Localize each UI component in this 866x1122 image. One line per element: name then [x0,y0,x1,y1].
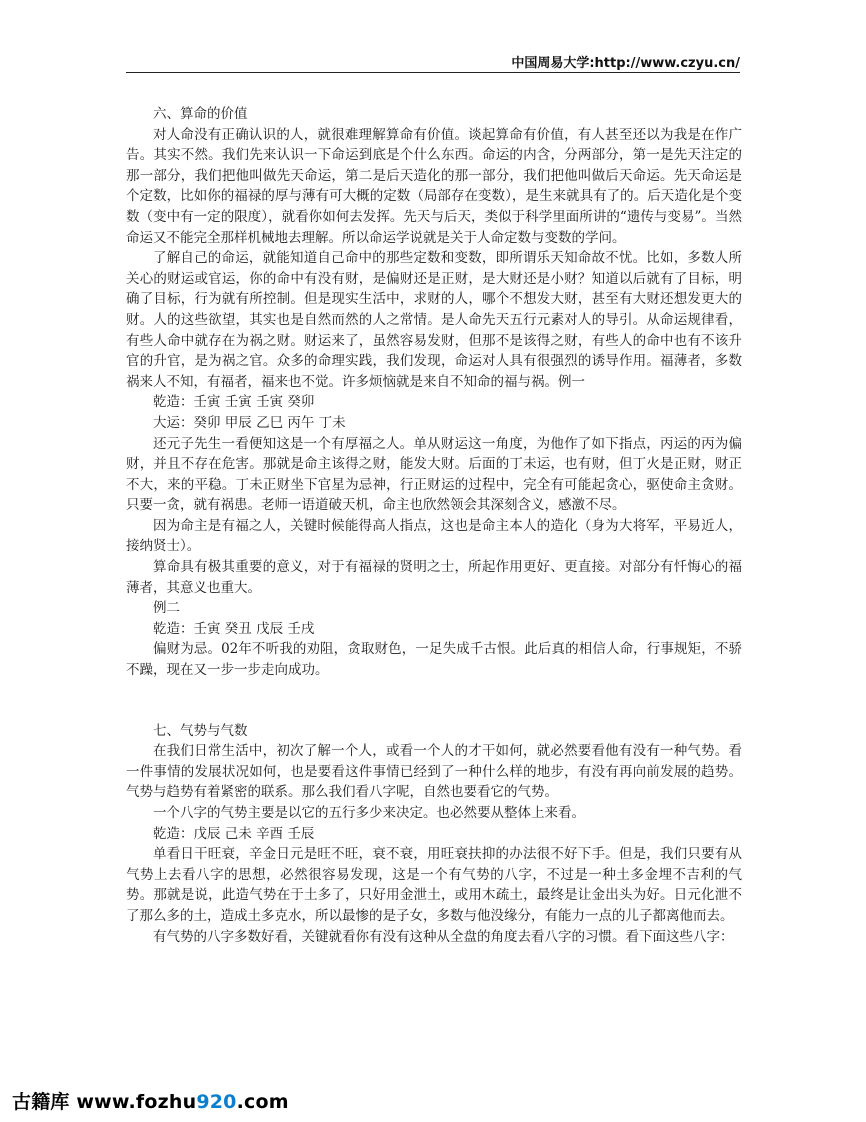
section-6-paragraph-2: 了解自己的命运，就能知道自己命中的那些定数和变数，即所谓乐天知命故不忧。比如，多数人所关心的财运或官运，你的命中有没有财，是偏财还是正财，是大财还是小财？知道以后就有了目标，明确了目标，行为就有所控制。但是现实生活中，求财的人，哪个不想发大财，甚至有大财还想发更大的财。人的这些欲望，其实也是自然而然的人之常情。是人命先天五行元素对人的导引。从命运规律看，有些人命中就存在为祸之财。财运来了，虽然容易发财，但那不是该得之财，有些人的命中也有不该升官的升官，是为祸之官。众多的命理实践，我们发现，命运对人具有很强烈的诱导作用。福薄者，多数祸来人不知，有福者，福来也不觉。许多烦恼就是来自不知命的福与祸。例一 [126,250,742,390]
example-1-chart: 乾造：壬寅 壬寅 壬寅 癸卯 [153,394,315,411]
header-site-url: 中国周易大学:http://www.czyu.cn/ [511,56,740,71]
section-6-paragraph-6: 偏财为忌。02年不听我的劝阻，贪取财色，一足失成千古恨。此后真的相信人命，行事规矩，不骄不躁，现在又一步一步走向成功。 [126,641,742,679]
section-6-paragraph-5: 算命具有极其重要的意义，对于有福禄的贤明之士，所起作用更好、更直接。对部分有忏悔心的福薄者，其意义也重大。 [126,559,742,596]
document-body [126,104,742,947]
section-7-chart: 乾造：戊辰 己未 辛酉 壬辰 [153,825,315,842]
section-6-paragraph-1: 对人命没有正确认识的人，就很难理解算命有价值。谈起算命有价值，有人甚至还以为我是在作广告。其实不然。我们先来认识一下命运到底是个什么东西。命运的内含，分两部分，第一是先天注定的那一部分，我们把他叫做先天命运，第二是后天造化的那一部分，我们把他叫做后天命运。先天命运是个定数，比如你的福禄的厚与薄有可大概的定数（局部存在变数），是生来就具有了的。后天造化是个变数（变中有一定的限度），就看你如何去发挥。先天与后天，类似于科学里面所讲的“遗传与变易”。当然命运又不能完全那样机械地去理解。所以命运学说就是关于人命定数与变数的学问。 [126,126,742,246]
section-6-paragraph-3: 还元子先生一看便知这是一个有厚福之人。单从财运这一角度，为他作了如下指点，丙运的丙为偏财，并且不存在危害。那就是命主该得之财，能发大财。后面的丁未运，也有财，但丁火是正财，财正不大，来的平稳。丁未正财坐下官星为忌神，行正财运的过程中，完全有可能起贪心，驱使命主贪财。只要一贪，就有祸患。老师一语道破天机，命主也欣然领会其深刻含义，感激不尽。 [126,435,742,514]
example-2-title: 例二 [153,600,180,617]
section-6-paragraph-4: 因为命主是有福之人，关键时候能得高人指点，这也是命主本人的造化（身为大将军，平易近人，接纳贤士）。 [126,517,742,555]
footer-number: 920 [196,1091,237,1113]
footer-label: 古籍库 www.fozhu [12,1091,197,1113]
footer-watermark [12,1087,289,1114]
section-7-paragraph-3: 单看日干旺衰，辛金日元是旺不旺，衰不衰，用旺衰扶抑的办法很不好下手。但是，我们只要有从气势上去看八字的思想，必然很容易发现，这是一个有气势的八字，不过是一种土多金埋不吉利的气势。那就是说，此造气势在于土多了，只好用金泄土，或用木疏土，最终是让金出头为好。日元化泄不了那么多的土，造成土多克水，所以最惨的是子女，多数与他没缘分，有能力一点的儿子都离他而去。 [126,846,742,924]
footer-suffix: .com [236,1091,289,1113]
section-7-title: 七、气势与气数 [153,722,248,739]
example-2-chart: 乾造：壬寅 癸丑 戊辰 壬戌 [153,620,315,637]
section-7-paragraph-1: 在我们日常生活中，初次了解一个人，或看一个人的才干如何，就必然要看他有没有一种气势。看一件事情的发展状况如何，也是要看这件事情已经到了一种什么样的地步，有没有再向前发展的趋势。气势与趋势有着紧密的联系。那么我们看八字呢，自然也要看它的气势。 [126,743,742,801]
section-6-title: 六、算命的价值 [153,106,248,122]
example-1-dayun: 大运：癸卯 甲辰 乙巳 丙午 丁未 [153,414,346,431]
header-rule [126,72,740,73]
section-7-paragraph-2: 一个八字的气势主要是以它的五行多少来决定。也必然要从整体上来看。 [153,805,585,821]
section-7-paragraph-4: 有气势的八字多数好看，关键就看你有没有这种从全盘的角度去看八字的习惯。看下面这些八字： [153,928,734,945]
